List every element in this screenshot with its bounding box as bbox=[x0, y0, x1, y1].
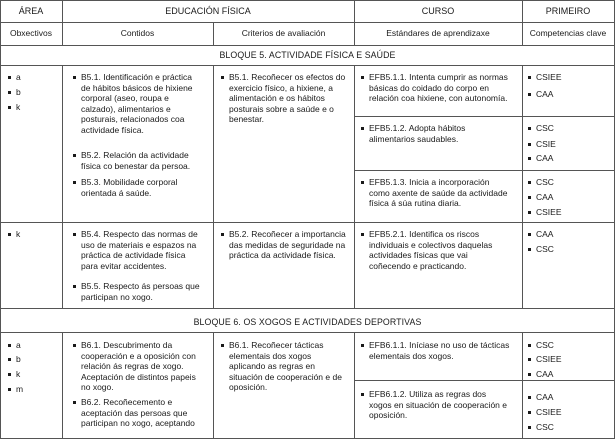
standard-item: EFB5.1.2. Adopta hábitos alimentarios saudables. bbox=[369, 123, 466, 144]
criteria-item: B6.1. Recoñecer tácticas elementais dos xogos aplicando as regras en situación de cooperación e de oposición. bbox=[229, 340, 342, 393]
standard-item: EFB6.1.1. Iníciase no uso de tácticas elementais dos xogos. bbox=[369, 340, 510, 361]
competence-item: CAA bbox=[536, 392, 554, 402]
criteria-item: B5.1. Recoñecer os efectos do exercicio físico, a hixiene, a alimentación e os hábitos posturais sobre a saúde e o benestar. bbox=[229, 72, 346, 125]
competence-item: CSIE bbox=[536, 139, 556, 149]
competence-item: CSC bbox=[536, 422, 554, 432]
standard-item: EFB5.1.1. Intenta cumprir as normas básicas do coidado do corpo en relación coa hixiene, con autonomía. bbox=[369, 72, 508, 104]
competence-item: CAA bbox=[536, 369, 554, 379]
column-header-criteria: Criterios de avaliación bbox=[241, 28, 326, 38]
competence-item: CAA bbox=[536, 192, 554, 202]
competence-item: CAA bbox=[536, 153, 554, 163]
content-item: B5.3. Mobilidade corporal orientada á saúde. bbox=[81, 177, 178, 198]
standard-item: EFB6.1.2. Utiliza as regras dos xogos en situación de cooperación e oposición. bbox=[369, 389, 507, 421]
content-item: B5.5. Respecto ás persoas que participan no xogo. bbox=[81, 281, 200, 302]
competence-item: CSC bbox=[536, 123, 554, 133]
objective-item: a bbox=[16, 340, 21, 350]
competence-item: CSIEE bbox=[536, 407, 562, 417]
bloque-6-title: BLOQUE 6. OS XOGOS E ACTIVIDADES DEPORTIVAS bbox=[193, 317, 422, 327]
competence-item: CSIEE bbox=[536, 207, 562, 217]
bloque-5-title: BLOQUE 5. ACTIVIDADE FÍSICA E SAÚDE bbox=[219, 50, 396, 60]
header-course-value: PRIMEIRO bbox=[545, 6, 591, 16]
objective-item: b bbox=[16, 87, 21, 97]
competence-item: CAA bbox=[536, 229, 554, 239]
competence-item: CSC bbox=[536, 244, 554, 254]
criteria-item: B5.2. Recoñecer a importancia das medidas de seguridade na práctica da actividade física. bbox=[229, 229, 346, 261]
column-header-contents: Contidos bbox=[120, 28, 155, 38]
competence-item: CSIEE bbox=[536, 72, 562, 82]
competence-item: CAA bbox=[536, 89, 554, 99]
competence-item: CSC bbox=[536, 340, 554, 350]
header-area-label: ÁREA bbox=[18, 6, 44, 16]
header-course-label: CURSO bbox=[421, 6, 455, 16]
objective-item: k bbox=[16, 369, 21, 379]
content-item: B5.4. Respecto das normas de uso de materiais e espazos na práctica de actividade física para evitar accidentes. bbox=[81, 229, 198, 271]
standard-item: EFB5.2.1. Identifica os riscos individuais e colectivos daquelas actividades físicas que vai coñecendo e practicando. bbox=[369, 229, 493, 271]
objective-item: k bbox=[16, 229, 21, 239]
standard-item: EFB5.1.3. Inicia a incorporación como axente de saúde da actividade física á súa rutina diaria. bbox=[369, 177, 508, 209]
objective-item: m bbox=[16, 384, 24, 394]
competence-item: CSC bbox=[536, 177, 554, 187]
objective-item: k bbox=[16, 102, 21, 112]
content-item: B6.2. Recoñecemento e aceptación das persoas que participan no xogo, aceptando bbox=[81, 397, 195, 429]
column-header-standards: Estándares de aprendizaxe bbox=[386, 28, 490, 38]
objective-item: a bbox=[16, 72, 21, 82]
column-header-objectives: Obxectivos bbox=[9, 28, 53, 38]
competence-item: CSIEE bbox=[536, 354, 562, 364]
column-header-competences: Competencias clave bbox=[529, 28, 607, 38]
header-subject: EDUCACIÓN FÍSICA bbox=[165, 6, 251, 16]
content-item: B5.2. Relación da actividade física co benestar da persoa. bbox=[81, 150, 191, 171]
content-item: B6.1. Descubrimento da cooperación e a oposición con relación ás regras de xogo. Aceptación de distintos papeis no xogo. bbox=[81, 340, 196, 393]
content-item: B5.1. Identificación e práctica de hábitos básicos de hixiene corporal (aseo, roupa e calzado), alimentarios e posturais, relacionados coa actividade física. bbox=[81, 72, 193, 135]
objective-item: b bbox=[16, 354, 21, 364]
